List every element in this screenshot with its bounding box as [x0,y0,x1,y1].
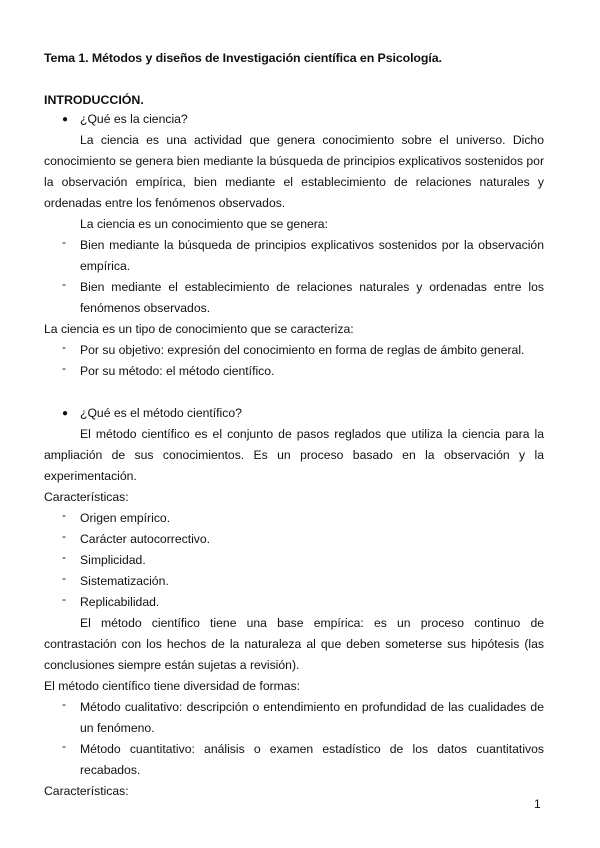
characteristics-label-2: Características: [44,784,129,798]
paragraph-science-definition: La ciencia es una actividad que genera conocimiento sobre el universo. Dicho conocimiento se genera bien mediante la búsqueda de principios explicativos sostenidos por la observación empírica, bien mediante el establecimiento de relaciones naturales y ordenadas entre los fenómenos observados. [44,133,544,210]
list-item: Bien mediante la búsqueda de principios explicativos sostenidos por la observación empírica. [80,238,544,273]
section-heading: INTRODUCCIÓN. [44,93,144,107]
list-dash: - [62,739,67,753]
list-item: Método cuantitativo: análisis o examen estadístico de los datos cuantitativos recabados. [80,742,544,777]
bullet-icon: ● [62,408,69,419]
list-item: Replicabilidad. [80,595,160,609]
list-dash: - [62,529,67,543]
list-dash: - [62,592,67,606]
question-scientific-method: ¿Qué es el método científico? [80,406,242,420]
list-dash: - [62,697,67,711]
paragraph-science-generated: La ciencia es un conocimiento que se genera: [80,217,328,231]
list-dash: - [62,508,67,522]
list-item: Carácter autocorrectivo. [80,532,211,546]
bullet-icon: ● [62,114,69,125]
list-dash: - [62,361,67,375]
list-item: Bien mediante el establecimiento de relaciones naturales y ordenadas entre los fenómenos observados. [80,280,544,315]
list-item: Por su método: el método científico. [80,364,275,378]
list-item: Método cualitativo: descripción o entendimiento en profundidad de las cualidades de un fenómeno. [80,700,544,735]
list-item: Origen empírico. [80,511,171,525]
question-what-is-science: ¿Qué es la ciencia? [80,112,188,126]
page-number: 1 [534,797,541,811]
list-dash: - [62,277,67,291]
paragraph-science-characterized: La ciencia es un tipo de conocimiento que se caracteriza: [44,322,354,336]
characteristics-label: Características: [44,490,129,504]
list-dash: - [62,550,67,564]
list-dash: - [62,571,67,585]
list-dash: - [62,235,67,249]
list-dash: - [62,340,67,354]
list-item: Simplicidad. [80,553,146,567]
paragraph-method-definition: El método científico es el conjunto de pasos reglados que utiliza la ciencia para la ampliación de sus conocimientos. Es un proceso basado en la observación y la experimentación. [44,427,544,483]
document-title: Tema 1. Métodos y diseños de Investigación científica en Psicología. [44,51,442,65]
list-item: Sistematización. [80,574,169,588]
list-item: Por su objetivo: expresión del conocimiento en forma de reglas de ámbito general. [80,343,525,357]
paragraph-empirical-base: El método científico tiene una base empírica: es un proceso continuo de contrastación con los hechos de la naturaleza al que deben someterse sus hipótesis (las conclusiones siempre están sujetas a revisión). [44,616,544,672]
paragraph-method-forms: El método científico tiene diversidad de formas: [44,679,301,693]
